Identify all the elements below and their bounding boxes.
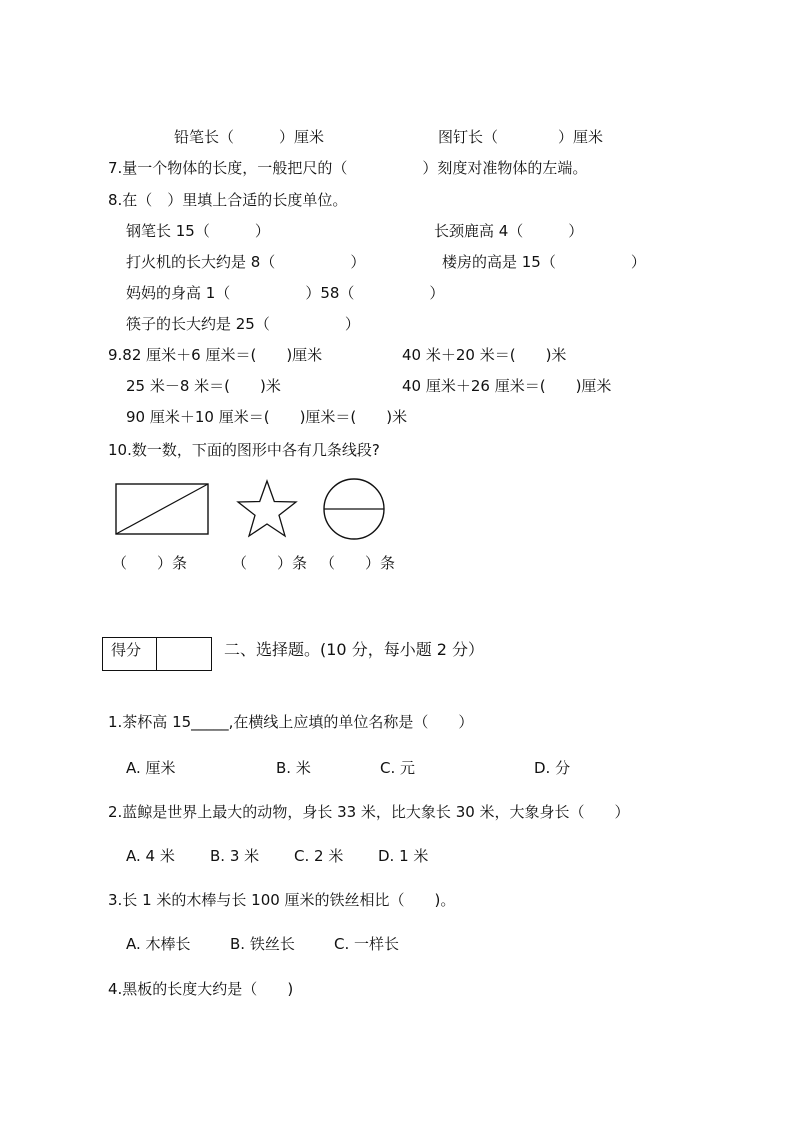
score-box — [102, 637, 212, 671]
rectangle-with-diagonal-figure — [112, 480, 212, 538]
mc-question-1: 1.茶杯高 15_____,在横线上应填的单位名称是（ ） — [108, 713, 474, 731]
score-label: 得分 — [111, 641, 142, 659]
q10-answer-3: （ ）条 — [320, 554, 396, 572]
mc3-option-a: A. 木棒长 — [126, 935, 191, 953]
q9-e: 90 厘米＋10 厘米＝( )厘米＝( )米 — [126, 408, 408, 426]
question-10-title: 10.数一数，下面的图形中各有几条线段? — [108, 441, 380, 459]
q9-d: 40 厘米＋26 厘米＝( )厘米 — [402, 377, 612, 395]
section-2-title: 二、选择题。(10 分，每小题 2 分） — [224, 640, 485, 659]
mc-question-2: 2.蓝鲸是世界上最大的动物，身长 33 米，比大象长 30 米，大象身长（ ） — [108, 803, 630, 821]
mc1-option-a: A. 厘米 — [126, 759, 176, 777]
q8-mom-height: 妈妈的身高 1（ ）58（ ） — [126, 284, 445, 302]
q8-building: 楼房的高是 15（ ） — [442, 253, 646, 271]
mc2-option-b: B. 3 米 — [210, 847, 260, 865]
q9-b: 40 米＋20 米＝( )米 — [402, 346, 567, 364]
mc-question-3: 3.长 1 米的木棒与长 100 厘米的铁丝相比（ )。 — [108, 891, 456, 909]
q9-c: 25 米－8 米＝( )米 — [126, 377, 281, 395]
mc2-option-a: A. 4 米 — [126, 847, 175, 865]
q8-giraffe: 长颈鹿高 4（ ） — [434, 222, 584, 240]
mc1-option-c: C. 元 — [380, 759, 416, 777]
q8-chopsticks: 筷子的长大约是 25（ ） — [126, 315, 360, 333]
q10-answer-2: （ ）条 — [232, 554, 308, 572]
q6-thumbtack-blank: 图钉长（ ）厘米 — [438, 128, 604, 146]
q6-pencil-blank: 铅笔长（ ）厘米 — [174, 128, 325, 146]
mc1-option-b: B. 米 — [276, 759, 311, 777]
question-8-title: 8.在（ ）里填上合适的长度单位。 — [108, 191, 348, 209]
score-box-divider — [156, 638, 157, 670]
mc2-option-c: C. 2 米 — [294, 847, 344, 865]
mc-question-4: 4.黑板的长度大约是（ ) — [108, 980, 294, 998]
mc3-option-b: B. 铁丝长 — [230, 935, 295, 953]
mc1-option-d: D. 分 — [534, 759, 571, 777]
circle-with-diameter-figure — [321, 476, 387, 542]
question-7: 7.量一个物体的长度，一般把尺的（ ）刻度对准物体的左端。 — [108, 159, 588, 177]
mc2-option-d: D. 1 米 — [378, 847, 429, 865]
q8-pen: 钢笔长 15（ ） — [126, 222, 270, 240]
q8-lighter: 打火机的长大约是 8（ ） — [126, 253, 366, 271]
star-figure — [234, 478, 300, 540]
q10-answer-1: （ ）条 — [112, 554, 188, 572]
mc3-option-c: C. 一样长 — [334, 935, 400, 953]
q9-a: 9.82 厘米＋6 厘米＝( )厘米 — [108, 346, 323, 364]
